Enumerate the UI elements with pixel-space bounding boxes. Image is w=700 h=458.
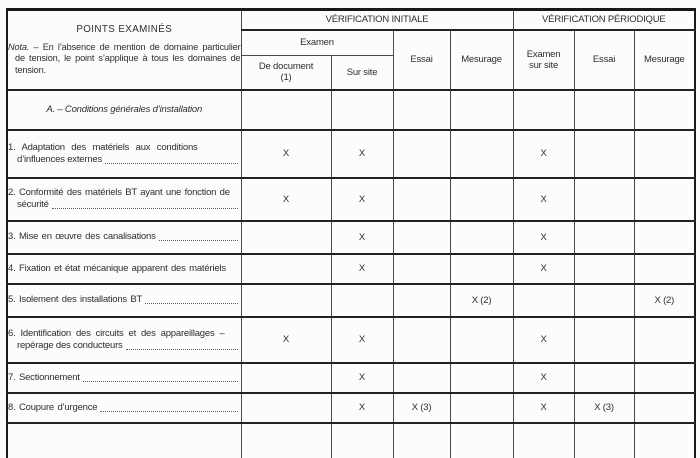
check-cell <box>634 130 695 178</box>
check-cell <box>393 363 450 393</box>
check-cell <box>450 254 513 284</box>
check-cell <box>450 363 513 393</box>
check-cell <box>634 363 695 393</box>
verification-table <box>6 8 696 458</box>
check-cell <box>574 423 634 458</box>
header-verification-initiale: VÉRIFICATION INITIALE <box>241 10 513 30</box>
table-row-partial <box>7 423 695 458</box>
header-band-row <box>7 10 695 30</box>
header-mesurage-periodique: Mesurage <box>634 30 695 90</box>
check-cell: X <box>331 317 393 363</box>
check-cell <box>241 254 331 284</box>
header-mesurage-initiale: Mesurage <box>450 30 513 90</box>
row-label-cell: 6. Identification des circuits et des appareillages – repérage des conducteurs <box>7 317 241 363</box>
row-label: 2. Conformité des matériels BT ayant une fonction de <box>8 187 230 198</box>
check-cell <box>393 130 450 178</box>
check-cell: X (3) <box>393 393 450 423</box>
row-label-cell <box>7 254 241 284</box>
section-a-label: A. – Conditions générales d’installation <box>7 90 241 130</box>
header-de-document: De document (1) <box>241 56 331 90</box>
row-label: 3. Mise en œuvre des canalisations <box>8 231 156 242</box>
check-cell: X <box>241 130 331 178</box>
check-cell <box>331 90 393 130</box>
row-label: 7. Sectionnement <box>8 371 80 383</box>
check-cell <box>634 423 695 458</box>
check-cell: X <box>513 317 574 363</box>
dotted-leader <box>159 240 238 241</box>
check-cell <box>634 317 695 363</box>
row-label: 5. Isolement des installations BT <box>8 294 143 305</box>
check-cell: X <box>331 221 393 254</box>
row-label: 8. Coupure d’urgence <box>8 401 98 413</box>
check-cell <box>393 90 450 130</box>
check-cell <box>574 254 634 284</box>
check-cell <box>513 90 574 130</box>
row-label: 4. Fixation et état mécanique apparent des matériels <box>8 262 226 274</box>
row-label-cell <box>7 284 241 317</box>
check-cell: X <box>513 363 574 393</box>
dotted-leader <box>105 163 237 164</box>
row-label-cell: 1. Adaptation des matériels aux conditions d’influences externes <box>7 130 241 178</box>
table-row <box>7 221 695 254</box>
row-label: 1. Adaptation des matériels aux conditions <box>8 141 198 153</box>
nota-text: – En l’absence de mention de domaine particulier de tension, le point s’applique à tous les domaines de tension. <box>15 41 241 75</box>
check-cell: X <box>513 254 574 284</box>
check-cell <box>450 130 513 178</box>
check-cell: X <box>513 221 574 254</box>
check-cell <box>574 178 634 221</box>
check-cell: X <box>331 254 393 284</box>
check-cell <box>513 284 574 317</box>
check-cell <box>634 393 695 423</box>
points-examines-title: POINTS EXAMINÉS <box>76 23 173 35</box>
check-cell: X <box>331 130 393 178</box>
check-cell: X (3) <box>574 393 634 423</box>
table-row <box>7 284 695 317</box>
header-verification-periodique: VÉRIFICATION PÉRIODIQUE <box>513 10 695 30</box>
check-cell: X <box>241 317 331 363</box>
check-cell <box>513 423 574 458</box>
check-cell <box>331 423 393 458</box>
check-cell <box>574 363 634 393</box>
check-cell: X <box>513 178 574 221</box>
check-cell: X <box>331 393 393 423</box>
check-cell <box>241 221 331 254</box>
row-label-cell <box>7 393 241 423</box>
check-cell <box>393 178 450 221</box>
check-cell: X <box>513 130 574 178</box>
check-cell <box>393 284 450 317</box>
check-cell: X <box>513 393 574 423</box>
check-cell <box>241 393 331 423</box>
row-label-cell <box>7 363 241 393</box>
dotted-leader <box>145 303 237 304</box>
section-row <box>7 90 695 130</box>
check-cell <box>574 317 634 363</box>
check-cell <box>574 284 634 317</box>
check-cell <box>634 90 695 130</box>
check-cell <box>241 284 331 317</box>
row-label-cell: 2. Conformité des matériels BT ayant une fonction de sécurité <box>7 178 241 221</box>
points-examines-cell <box>7 10 241 90</box>
check-cell <box>450 393 513 423</box>
table-row <box>7 393 695 423</box>
table-row <box>7 317 695 363</box>
check-cell <box>241 363 331 393</box>
header-examen-sur-site: Examen sur site <box>513 30 574 90</box>
check-cell <box>450 178 513 221</box>
check-cell <box>241 423 331 458</box>
check-cell <box>450 423 513 458</box>
check-cell <box>634 254 695 284</box>
table-row <box>7 130 695 178</box>
table-row <box>7 363 695 393</box>
check-cell <box>574 130 634 178</box>
dotted-leader <box>83 381 238 382</box>
dotted-leader <box>126 349 238 350</box>
table-row <box>7 254 695 284</box>
check-cell: X <box>331 178 393 221</box>
check-cell <box>241 90 331 130</box>
check-cell <box>393 317 450 363</box>
row-label-cell <box>7 221 241 254</box>
check-cell <box>450 317 513 363</box>
row-label: 6. Identification des circuits et des appareillages – <box>8 327 225 339</box>
check-cell <box>393 254 450 284</box>
check-cell <box>450 221 513 254</box>
check-cell <box>450 90 513 130</box>
check-cell <box>634 221 695 254</box>
dotted-leader <box>100 411 237 412</box>
header-examen: Examen <box>241 30 393 56</box>
check-cell <box>393 221 450 254</box>
table-row <box>7 178 695 221</box>
check-cell: X (2) <box>450 284 513 317</box>
check-cell <box>574 90 634 130</box>
check-cell: X <box>241 178 331 221</box>
nota-paragraph <box>8 42 241 77</box>
header-sur-site: Sur site <box>331 56 393 90</box>
check-cell <box>574 221 634 254</box>
check-cell: X <box>331 363 393 393</box>
check-cell <box>331 284 393 317</box>
nota-lead: Nota. <box>8 41 30 52</box>
row-label-cell <box>7 423 241 458</box>
check-cell <box>634 178 695 221</box>
check-cell <box>393 423 450 458</box>
dotted-leader <box>52 208 238 209</box>
header-essai-initiale: Essai <box>393 30 450 90</box>
header-essai-periodique: Essai <box>574 30 634 90</box>
check-cell: X (2) <box>634 284 695 317</box>
